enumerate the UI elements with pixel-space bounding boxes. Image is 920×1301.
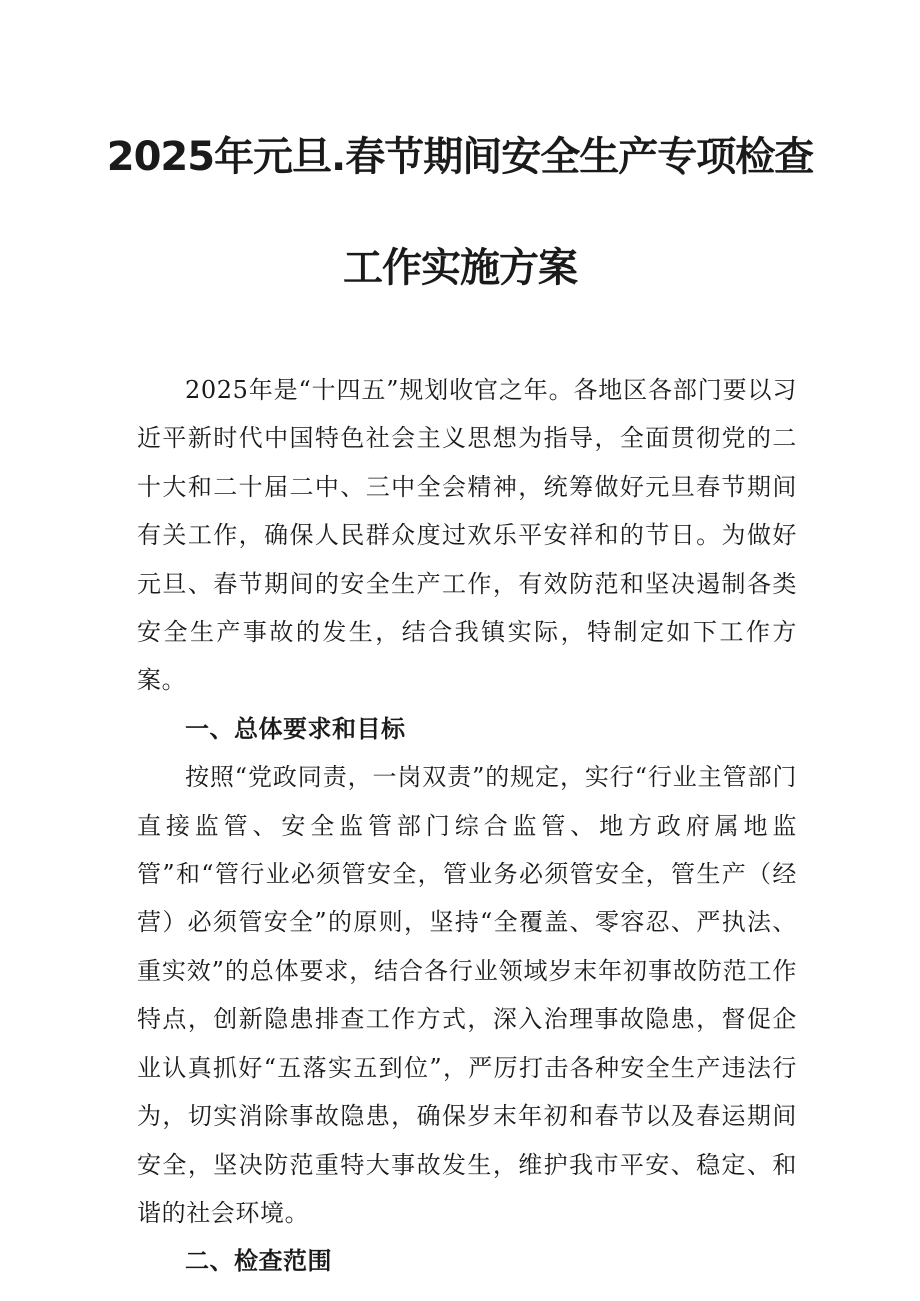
section-heading-2: 二、检查范围 bbox=[185, 1247, 332, 1276]
section-heading-1: 一、总体要求和目标 bbox=[185, 714, 406, 743]
section-1-paragraph: 按照“党政同责，一岗双责”的规定，实行“行业主管部门直接监管、安全监管部门综合监管、地方政府属地监管”和“管行业必须管安全，管业务必须管安全，管生产（经营）必须管安全”的原则，坚持“全覆盖、零容忍、严执法、重实效”的总体要求，结合各行业领域岁末年初事故防范工作特点，创新隐患排查工作方式，深入治理事故隐患，督促企业认真抓好“五落实五到位”，严厉打击各种安全生产违法行为，切实消除事故隐患，确保岁末年初和春节以及春运期间安全，坚决防范重特大事故发生，维护我市平安、稳定、和谐的社会环境。 bbox=[137, 763, 797, 1227]
document-body bbox=[137, 366, 797, 1286]
document-title-line-2: 工作实施方案 bbox=[343, 245, 577, 291]
intro-paragraph: 2025年是“十四五”规划收官之年。各地区各部门要以习近平新时代中国特色社会主义思想为指导，全面贯彻党的二十大和二十届二中、三中全会精神，统筹做好元旦春节期间有关工作，确保人民群众度过欢乐平安祥和的节日。为做好元旦、春节期间的安全生产工作，有效防范和坚决遏制各类安全生产事故的发生，结合我镇实际，特制定如下工作方案。 bbox=[137, 376, 797, 695]
document-title-line-1: 2025年元旦.春节期间安全生产专项检查 bbox=[106, 134, 814, 180]
